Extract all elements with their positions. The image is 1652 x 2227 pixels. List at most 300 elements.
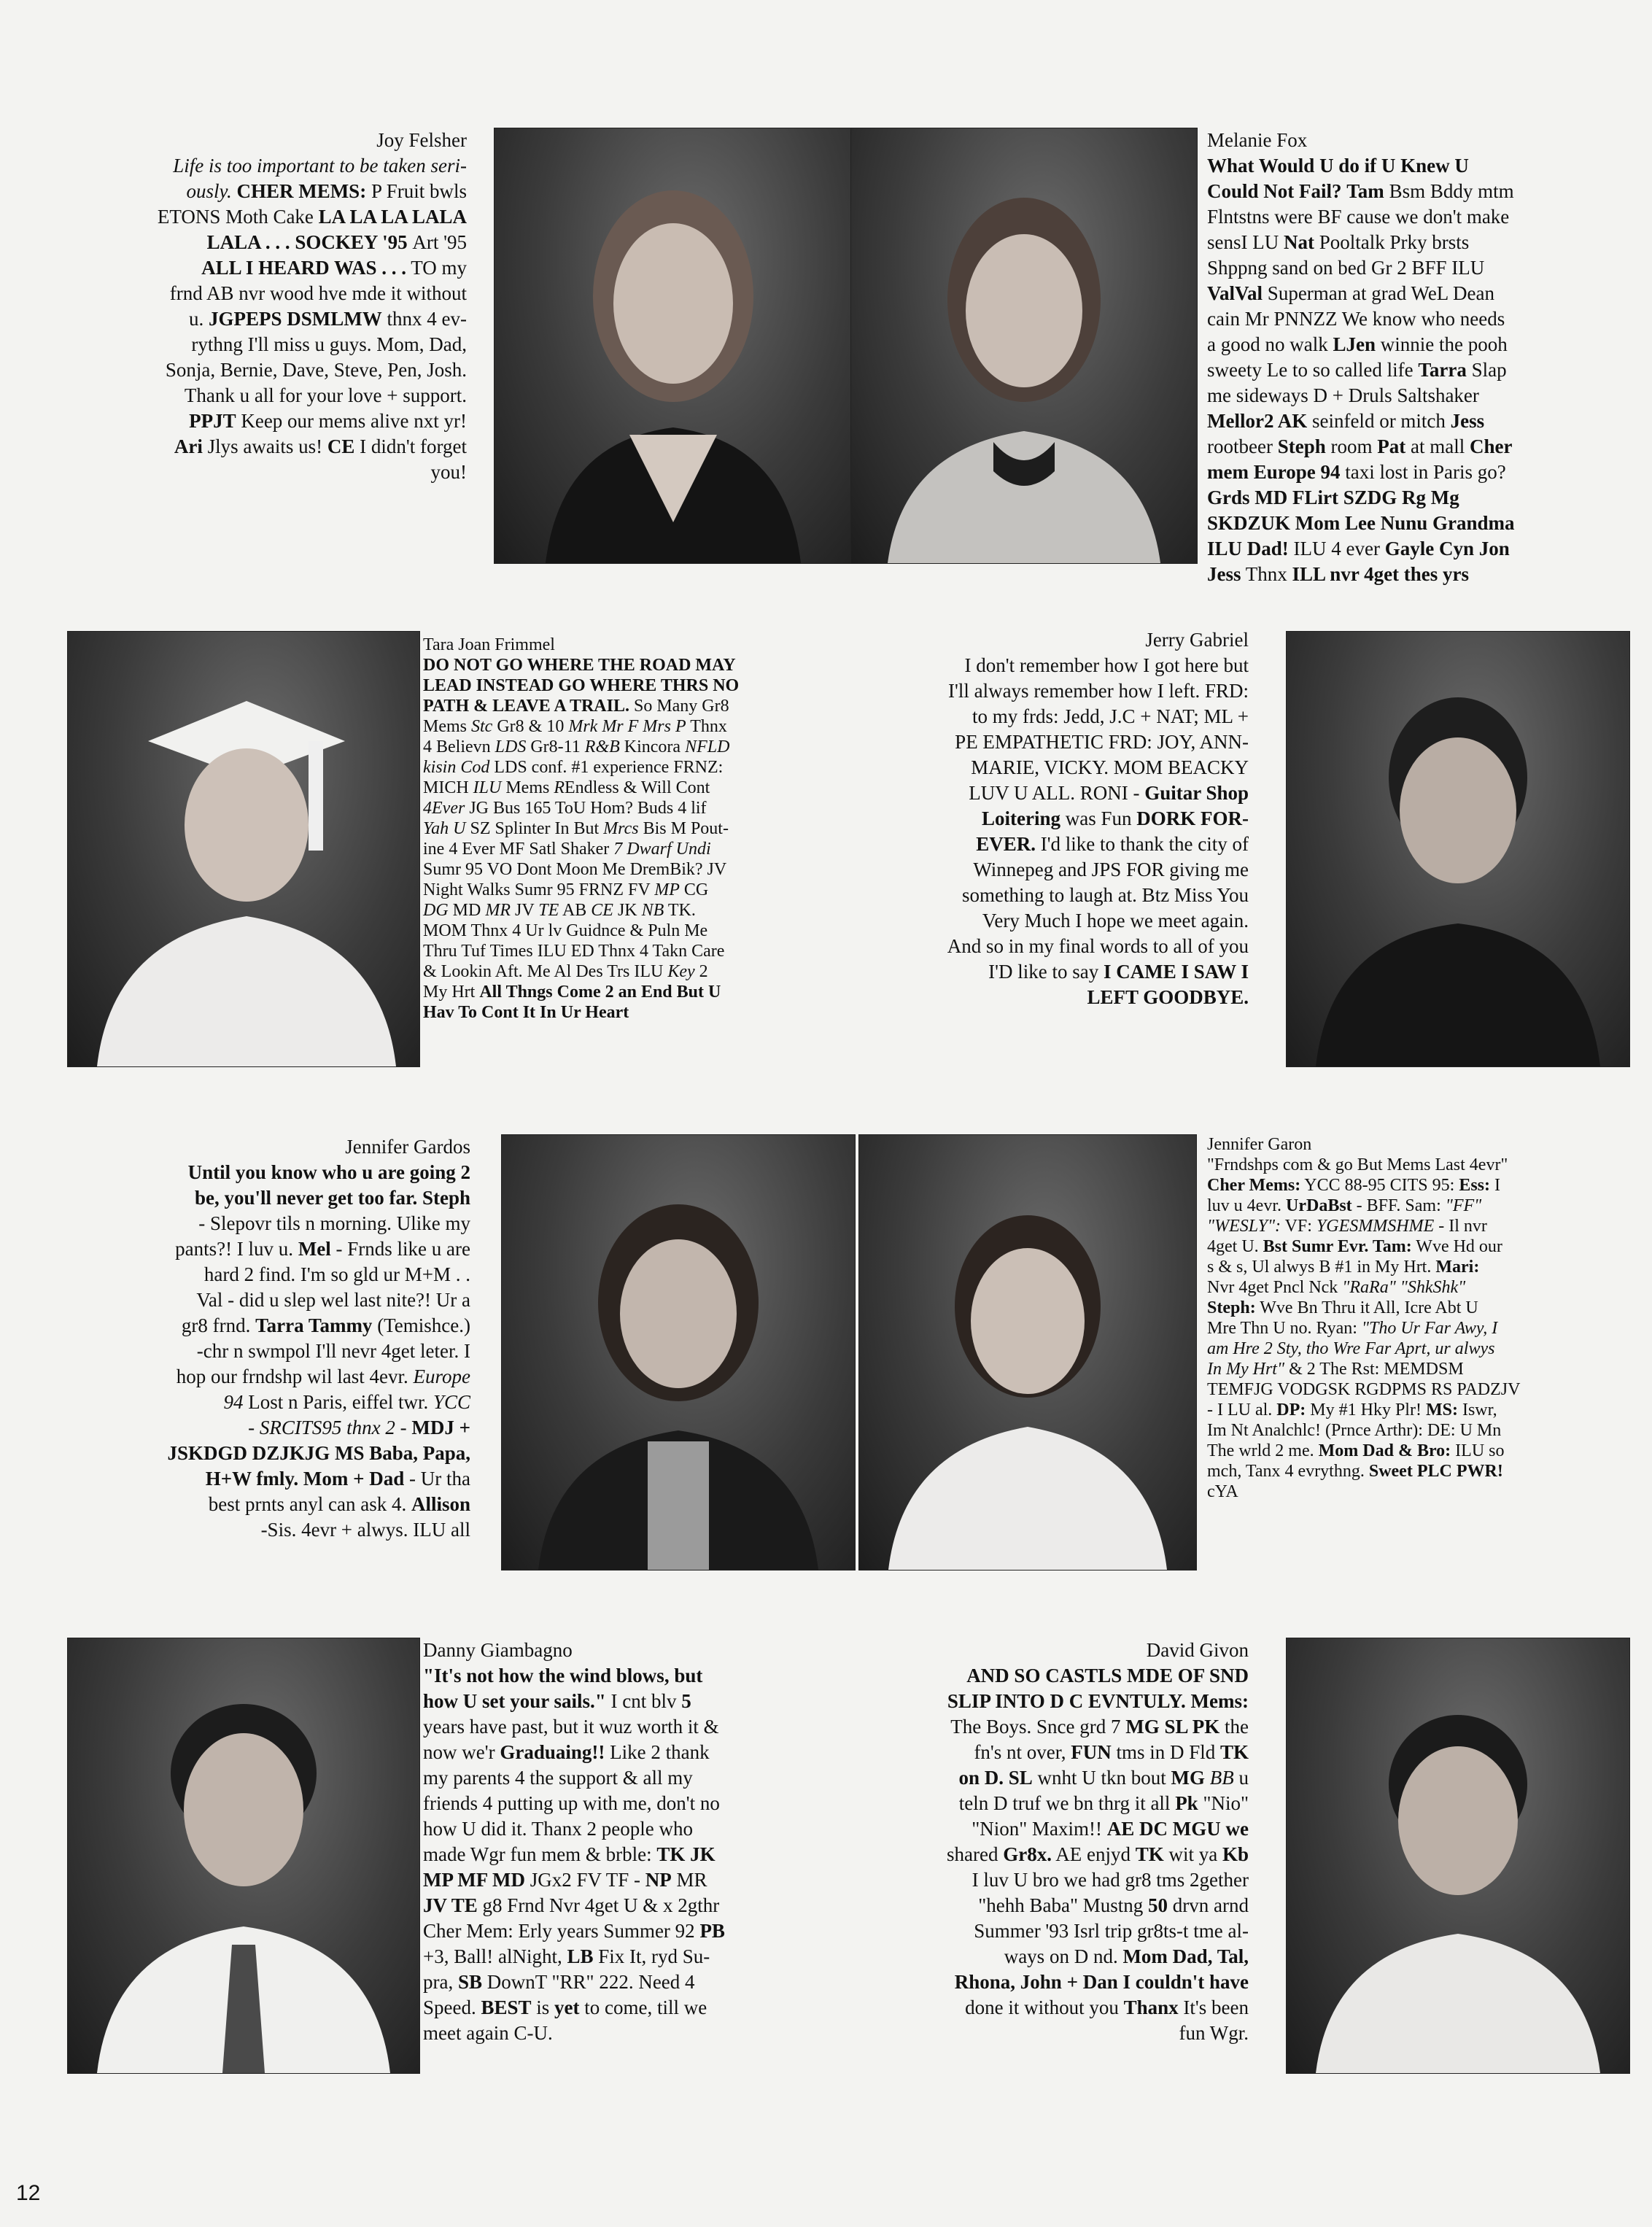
quote-line xyxy=(44,332,467,357)
student-text-danny-giambagno xyxy=(423,1638,831,2046)
quote-line xyxy=(44,1441,470,1466)
quote-run: NB xyxy=(641,901,664,920)
quote-line xyxy=(44,1517,470,1543)
quote-run: made Wgr fun mem & brble: xyxy=(423,1843,657,1865)
quote-line xyxy=(44,357,467,383)
quote-run: CE xyxy=(327,435,355,457)
quote-line xyxy=(1207,1441,1630,1461)
quote-line xyxy=(848,755,1249,781)
quote-run: ValVal xyxy=(1207,282,1263,304)
quote-run: Night Walks Sumr 95 FRNZ FV xyxy=(423,880,655,899)
quote-run: taxi lost in Paris go? xyxy=(1340,461,1506,483)
quote-run: - Il nvr xyxy=(1434,1217,1487,1236)
quote-run: FUN xyxy=(1071,1741,1112,1763)
quote-line xyxy=(1207,153,1630,179)
quote-run: Flntstns were BF cause we don't make xyxy=(1207,206,1510,228)
quote-line xyxy=(1207,332,1630,357)
quote-run: DORK FOR- xyxy=(1136,807,1249,829)
quote-run: Shppng sand on bed Gr 2 BFF ILU xyxy=(1207,257,1485,279)
quote-line xyxy=(423,1791,831,1816)
quote-run: Key xyxy=(667,962,695,981)
quote-run: Pat xyxy=(1377,435,1406,457)
quote-line xyxy=(848,883,1249,908)
quote-run: MG SL PK xyxy=(1125,1716,1220,1738)
quote-run: Summer '93 Isrl trip gr8ts-t tme al- xyxy=(974,1920,1249,1942)
portrait-jennifer-garon xyxy=(858,1134,1197,1570)
quote-run: hop our frndshp wil last 4evr. xyxy=(176,1366,414,1387)
quote-run: Keep our mems alive nxt yr! xyxy=(236,410,467,432)
quote-run: Kb xyxy=(1222,1843,1249,1865)
quote-line xyxy=(848,1944,1249,1970)
quote-run: ILU 4 ever xyxy=(1288,538,1385,559)
quote-line xyxy=(423,839,831,859)
student-name: Jerry Gabriel xyxy=(1145,629,1249,651)
quote-run: Ari xyxy=(174,435,203,457)
portrait-joy-felsher xyxy=(494,128,853,564)
quote-run: I'D like to say xyxy=(988,961,1104,983)
quote-run: SKDZUK Mom Lee Nunu Grandma xyxy=(1207,512,1515,534)
quote-run: Kincora xyxy=(619,737,686,756)
quote-run: The Boys. Snce grd 7 xyxy=(950,1716,1126,1738)
student-text-jennifer-gardos xyxy=(44,1134,470,1543)
quote-run: Thank u all for your love + support. xyxy=(184,384,467,406)
quote-run: something to laugh at. Btz Miss You xyxy=(961,884,1249,906)
quote-line xyxy=(423,1765,831,1791)
quote-run: VF: xyxy=(1281,1217,1316,1236)
quote-run: I didn't forget xyxy=(354,435,467,457)
quote-run: Nat xyxy=(1283,231,1314,253)
quote-run: 4get U. xyxy=(1207,1237,1263,1256)
quote-run: Endless & Will Cont xyxy=(565,778,710,797)
quote-line xyxy=(848,1816,1249,1842)
quote-run: mch, Tanx 4 evrythng. xyxy=(1207,1462,1369,1481)
quote-run: I luv U bro we had gr8 tms 2gether xyxy=(972,1869,1249,1891)
quote-run: 50 xyxy=(1148,1894,1168,1916)
quote-run: Europe xyxy=(413,1366,470,1387)
quote-run: EVER. xyxy=(976,833,1036,855)
quote-line xyxy=(1207,1339,1630,1359)
quote-line xyxy=(1207,281,1630,306)
quote-line xyxy=(44,1339,470,1364)
quote-run: - Frnds like u are xyxy=(330,1238,470,1260)
quote-run: LB xyxy=(567,1945,594,1967)
quote-line xyxy=(848,806,1249,832)
quote-run: MR xyxy=(671,1869,707,1891)
quote-run: MARIE, VICKY. MOM BEACKY xyxy=(971,756,1249,778)
quote-run: Pooltalk Prky brsts xyxy=(1314,231,1470,253)
quote-line xyxy=(1207,383,1630,408)
quote-run: In My Hrt" xyxy=(1207,1360,1285,1379)
quote-line xyxy=(44,1466,470,1492)
quote-run: MICH xyxy=(423,778,473,797)
quote-run: Until you know who u are going 2 xyxy=(187,1161,470,1183)
quote-line xyxy=(423,1944,831,1970)
quote-line xyxy=(1207,1216,1630,1236)
quote-line xyxy=(1207,1277,1630,1298)
quote-line xyxy=(423,982,831,1002)
quote-run: Lost n Paris, eiffel twr. xyxy=(243,1391,433,1413)
quote-run: Bsm Bddy mtm xyxy=(1384,180,1514,202)
quote-run: Gr8 & 10 xyxy=(492,717,569,736)
quote-line xyxy=(1207,1298,1630,1318)
quote-run: - SRCITS95 thnx 2 xyxy=(248,1417,395,1438)
quote-run: +3, Ball! alNight, xyxy=(423,1945,567,1967)
quote-run: YCC 88-95 CITS 95: xyxy=(1300,1176,1459,1195)
quote-run: teln D truf we bn thrg it all xyxy=(958,1792,1176,1814)
quote-run: I'd like to thank the city of xyxy=(1035,833,1249,855)
quote-line xyxy=(44,1160,470,1185)
quote-line xyxy=(44,306,467,332)
quote-run: TK xyxy=(1219,1741,1249,1763)
quote-run: Mel xyxy=(298,1238,331,1260)
quote-run: kisin Cod xyxy=(423,758,490,777)
quote-run: I cnt blv xyxy=(605,1690,682,1712)
quote-run: Bst Sumr Evr. Tam: xyxy=(1263,1237,1412,1256)
quote-run: Mom Dad & Bro: xyxy=(1318,1441,1451,1460)
quote-run: Cher Mem: Erly years Summer 92 xyxy=(423,1920,700,1942)
quote-run: years have past, but it wuz worth it & xyxy=(423,1716,719,1738)
quote-run: DownT "RR" 222. Need 4 xyxy=(482,1971,695,1993)
portrait-silhouette xyxy=(68,1638,419,2073)
quote-line xyxy=(423,1995,831,2021)
quote-run: ously. xyxy=(186,180,237,202)
quote-run: YGESMMSHME xyxy=(1316,1217,1435,1236)
quote-run: TO my xyxy=(406,257,467,279)
quote-run: My Hrt xyxy=(423,983,480,1002)
quote-run: Rhona, John + Dan I couldn't have xyxy=(954,1971,1249,1993)
quote-run: room xyxy=(1325,435,1378,457)
quote-run: Art '95 xyxy=(412,231,467,253)
quote-line xyxy=(423,655,831,675)
quote-run: MD xyxy=(448,901,486,920)
quote-line xyxy=(44,1211,470,1236)
quote-run: how U set your sails." xyxy=(423,1690,606,1712)
quote-line xyxy=(44,179,467,204)
quote-run: CG xyxy=(679,880,709,899)
quote-run: 4Ever xyxy=(423,799,465,818)
student-name: Danny Giambagno xyxy=(423,1639,573,1661)
quote-line xyxy=(848,2021,1249,2046)
quote-line xyxy=(1207,536,1630,562)
quote-run: Bis M Pout- xyxy=(638,819,729,838)
quote-run: Very Much I hope we meet again. xyxy=(982,910,1249,932)
quote-run: I xyxy=(1490,1176,1500,1195)
quote-run: P Fruit bwls xyxy=(366,180,467,202)
quote-line xyxy=(44,153,467,179)
portrait-silhouette xyxy=(68,632,419,1066)
quote-run: Yah U xyxy=(423,819,466,838)
quote-line xyxy=(848,1714,1249,1740)
portrait-silhouette xyxy=(502,1135,855,1570)
quote-run: 94 xyxy=(223,1391,244,1413)
quote-run: - Slepovr tils n morning. Ulike my xyxy=(198,1212,470,1234)
quote-line xyxy=(848,653,1249,678)
quote-run: the xyxy=(1219,1716,1249,1738)
quote-run: H+W fmly. Mom + Dad xyxy=(205,1468,405,1490)
quote-run: Thnx xyxy=(686,717,727,736)
quote-run: MP xyxy=(654,880,680,899)
quote-run: "Frndshps com & go But Mems Last 4evr" xyxy=(1207,1155,1508,1174)
quote-run: ALL I HEARD WAS . . . xyxy=(201,257,406,279)
quote-run: Life is too important to be taken seri- xyxy=(173,155,467,177)
quote-run: JV xyxy=(511,901,539,920)
quote-run: LALA . . . SOCKEY '95 xyxy=(206,231,413,253)
quote-run: Thnx xyxy=(1241,563,1292,585)
quote-line xyxy=(1207,460,1630,485)
quote-run: Steph xyxy=(1277,435,1326,457)
quote-run: Jess xyxy=(1450,410,1485,432)
student-name: Tara Joan Frimmel xyxy=(423,635,555,654)
quote-run: The wrld 2 me. xyxy=(1207,1441,1319,1460)
quote-run: SLIP INTO D C EVNTULY. Mems: xyxy=(947,1690,1249,1712)
quote-run: PE EMPATHETIC FRD: JOY, ANN- xyxy=(955,731,1249,753)
quote-run: MR xyxy=(485,901,511,920)
quote-run: Fix It, ryd Su- xyxy=(593,1945,710,1967)
quote-run: Winnepeg and JPS FOR giving me xyxy=(973,859,1249,880)
quote-line xyxy=(848,857,1249,883)
quote-run: SB xyxy=(457,1971,483,1993)
quote-run: TK JK xyxy=(656,1843,716,1865)
quote-run: fn's nt over, xyxy=(974,1741,1071,1763)
quote-run: mem Europe 94 xyxy=(1207,461,1341,483)
quote-run: was Fun xyxy=(1060,807,1137,829)
quote-run: MG xyxy=(1171,1767,1205,1789)
quote-run: Guitar Shop xyxy=(1144,782,1249,804)
quote-line xyxy=(848,1995,1249,2021)
quote-line xyxy=(44,204,467,230)
quote-line xyxy=(1207,1175,1630,1196)
quote-run: hard 2 find. I'm so gld ur M+M . . xyxy=(203,1263,470,1285)
quote-run: Cher xyxy=(1469,435,1513,457)
quote-run: Sumr 95 VO Dont Moon Me DremBik? JV xyxy=(423,860,727,879)
quote-line xyxy=(44,408,467,434)
quote-run: Im Nt Analchlc! (Prnce Arthr): DE: U Mn xyxy=(1207,1421,1502,1440)
quote-run: - Ur tha xyxy=(404,1468,470,1490)
quote-line xyxy=(1207,1196,1630,1216)
quote-run: "hehh Baba" Mustng xyxy=(978,1894,1149,1916)
quote-line xyxy=(1207,1359,1630,1379)
quote-run: LUV U ALL. RONI - xyxy=(969,782,1145,804)
quote-run: All Thngs Come 2 an End But U xyxy=(479,983,721,1002)
quote-run: Thanx xyxy=(1123,1996,1179,2018)
quote-run: LJen xyxy=(1333,333,1376,355)
quote-run: 4 Believn xyxy=(423,737,495,756)
quote-line xyxy=(1207,434,1630,460)
quote-run: "It's not how the wind blows, but xyxy=(423,1665,703,1686)
quote-run: pra, xyxy=(423,1971,458,1993)
quote-run: Graduaing!! xyxy=(500,1741,605,1763)
quote-run: I don't remember how I got here but xyxy=(964,654,1249,676)
quote-line xyxy=(44,1390,470,1415)
quote-run: YCC xyxy=(433,1391,470,1413)
quote-run: LEAD INSTEAD GO WHERE THRS NO xyxy=(423,676,740,695)
quote-run: sweety Le to so called life xyxy=(1207,359,1419,381)
quote-line xyxy=(423,737,831,757)
quote-run: Allison xyxy=(411,1493,470,1515)
quote-line xyxy=(1207,230,1630,255)
portrait-tara-joan-frimmel xyxy=(67,631,420,1067)
quote-run: "WESLY": xyxy=(1207,1217,1281,1236)
quote-run: my parents 4 the support & all my xyxy=(423,1767,693,1789)
quote-line xyxy=(44,1287,470,1313)
quote-line xyxy=(1207,408,1630,434)
quote-line xyxy=(423,900,831,921)
quote-run: wnht U tkn bout xyxy=(1032,1767,1171,1789)
quote-line xyxy=(44,230,467,255)
quote-line xyxy=(1207,204,1630,230)
quote-run: "FF" xyxy=(1445,1196,1482,1215)
quote-line xyxy=(1207,1482,1630,1502)
quote-run: JV TE xyxy=(423,1894,478,1916)
quote-run: TE xyxy=(538,901,559,920)
quote-run: sensI LU xyxy=(1207,231,1284,253)
quote-run: MS: xyxy=(1425,1401,1458,1420)
quote-run: thnx 4 ev- xyxy=(381,308,467,330)
quote-run: LDS xyxy=(495,737,527,756)
quote-run: frnd AB nvr wood hve mde it without xyxy=(169,282,467,304)
quote-run: you! xyxy=(430,461,467,483)
quote-run: "Nion" Maxim!! xyxy=(972,1818,1107,1840)
quote-run: ILU Dad! xyxy=(1207,538,1289,559)
quote-run: wit ya xyxy=(1163,1843,1222,1865)
quote-run: - I LU al. xyxy=(1207,1401,1277,1420)
quote-run: LA LA LA LALA xyxy=(318,206,467,228)
quote-run: 5 xyxy=(681,1690,691,1712)
portrait-silhouette xyxy=(1287,632,1629,1066)
quote-line xyxy=(1207,511,1630,536)
page-number: 12 xyxy=(16,2181,41,2205)
quote-run: And so in my final words to all of you xyxy=(947,935,1249,957)
quote-line xyxy=(423,798,831,818)
quote-run: "RaRa" "ShkShk" xyxy=(1342,1278,1466,1297)
quote-line xyxy=(423,1970,831,1995)
quote-run: NP xyxy=(645,1869,672,1891)
quote-run: ILU so xyxy=(1451,1441,1505,1460)
quote-run: meet again C-U. xyxy=(423,2022,553,2044)
quote-run: Steph: xyxy=(1207,1298,1256,1317)
quote-run: seinfeld or mitch xyxy=(1307,410,1451,432)
quote-run: Mrcs xyxy=(603,819,639,838)
quote-run: yet xyxy=(554,1996,580,2018)
quote-line xyxy=(848,704,1249,729)
quote-run: MP MF MD xyxy=(423,1869,525,1891)
student-name: Jennifer Garon xyxy=(1207,1135,1312,1154)
quote-line xyxy=(848,985,1249,1010)
quote-run: a good no walk xyxy=(1207,333,1333,355)
quote-run: Sweet PLC PWR! xyxy=(1368,1462,1503,1481)
student-text-jennifer-garon xyxy=(1207,1134,1630,1502)
quote-run: Tarra xyxy=(1418,359,1467,381)
quote-run: how U did it. Thanx 2 people who xyxy=(423,1818,693,1840)
quote-run: pants?! I luv u. xyxy=(175,1238,298,1260)
quote-line xyxy=(848,781,1249,806)
quote-line xyxy=(1207,562,1630,587)
quote-line xyxy=(848,1791,1249,1816)
quote-line xyxy=(1207,1318,1630,1339)
quote-line xyxy=(1207,1420,1630,1441)
quote-run: ETONS Moth Cake xyxy=(157,206,319,228)
quote-line xyxy=(1207,357,1630,383)
quote-run: TEMFJG VODGSK RGDPMS RS PADZJV xyxy=(1207,1380,1521,1399)
quote-run: Could Not Fail? xyxy=(1207,180,1342,202)
quote-run: Ess: xyxy=(1459,1176,1490,1195)
quote-run: rythng I'll miss u guys. Mom, Dad, xyxy=(191,333,467,355)
quote-run: JGPEPS DSMLMW xyxy=(209,308,382,330)
quote-line xyxy=(848,1970,1249,1995)
student-name: David Givon xyxy=(1146,1639,1249,1661)
quote-run: to come, till we xyxy=(579,1996,707,2018)
quote-line xyxy=(1207,306,1630,332)
quote-run: TK xyxy=(1135,1843,1164,1865)
quote-line xyxy=(44,1236,470,1262)
quote-run: Gr8-11 xyxy=(526,737,585,756)
quote-line xyxy=(44,1415,470,1441)
quote-line xyxy=(44,460,467,485)
quote-run: Iswr, xyxy=(1457,1401,1497,1420)
quote-run: 2 xyxy=(694,962,708,981)
quote-run: Pk xyxy=(1175,1792,1198,1814)
quote-line xyxy=(423,1714,831,1740)
quote-line xyxy=(848,908,1249,934)
quote-line xyxy=(848,1689,1249,1714)
quote-run: Gayle Cyn Jon xyxy=(1384,538,1510,559)
quote-line xyxy=(423,961,831,982)
quote-run: Jess xyxy=(1207,563,1241,585)
quote-run: JSKDGD DZJKJG MS Baba, Papa, xyxy=(167,1442,470,1464)
quote-line xyxy=(423,1816,831,1842)
quote-run: Speed. xyxy=(423,1996,481,2018)
quote-line xyxy=(848,1842,1249,1867)
quote-run: & Lookin Aft. Me Al Des Trs ILU xyxy=(423,962,668,981)
quote-line xyxy=(1207,1155,1630,1175)
quote-run: PB xyxy=(699,1920,725,1942)
quote-run: PATH & LEAVE A TRAIL. xyxy=(423,697,629,716)
quote-run: u xyxy=(1233,1767,1249,1789)
quote-run: DO NOT GO WHERE THE ROAD MAY xyxy=(423,656,736,675)
quote-line xyxy=(848,1663,1249,1689)
quote-run: be, you'll never get too far. Steph xyxy=(195,1187,470,1209)
quote-run: best prnts anyl can ask 4. xyxy=(208,1493,411,1515)
portrait-david-givon xyxy=(1286,1638,1630,2074)
quote-run: MOM Thnx 4 Ur lv Guidnce & Puln Me xyxy=(423,921,708,940)
quote-run: Gr8x. xyxy=(1003,1843,1052,1865)
student-text-melanie-fox xyxy=(1207,128,1630,587)
quote-line xyxy=(848,832,1249,857)
quote-run: Mom Dad, Tal, xyxy=(1122,1945,1249,1967)
portrait-silhouette xyxy=(851,128,1197,563)
quote-line xyxy=(1207,1379,1630,1400)
quote-line xyxy=(1207,1400,1630,1420)
quote-line xyxy=(848,729,1249,755)
quote-line xyxy=(848,1893,1249,1918)
quote-run: u. xyxy=(189,308,209,330)
quote-run: R&B xyxy=(584,737,620,756)
quote-run: cYA xyxy=(1207,1482,1238,1501)
student-text-david-givon xyxy=(848,1638,1249,2046)
quote-line xyxy=(848,934,1249,959)
quote-run: now we'r xyxy=(423,1741,500,1763)
quote-run: Mre Thn U no. Ryan: xyxy=(1207,1319,1362,1338)
portrait-danny-giambagno xyxy=(67,1638,420,2074)
portrait-silhouette xyxy=(859,1135,1196,1570)
quote-line xyxy=(423,818,831,839)
quote-run: It's been xyxy=(1178,1996,1249,2018)
quote-run: AE DC MGU we xyxy=(1106,1818,1249,1840)
quote-line xyxy=(423,675,831,696)
quote-run: Mems xyxy=(501,778,554,797)
quote-run: Tarra Tammy xyxy=(255,1314,373,1336)
quote-run: Hav To Cont It In Ur Heart xyxy=(423,1003,629,1022)
